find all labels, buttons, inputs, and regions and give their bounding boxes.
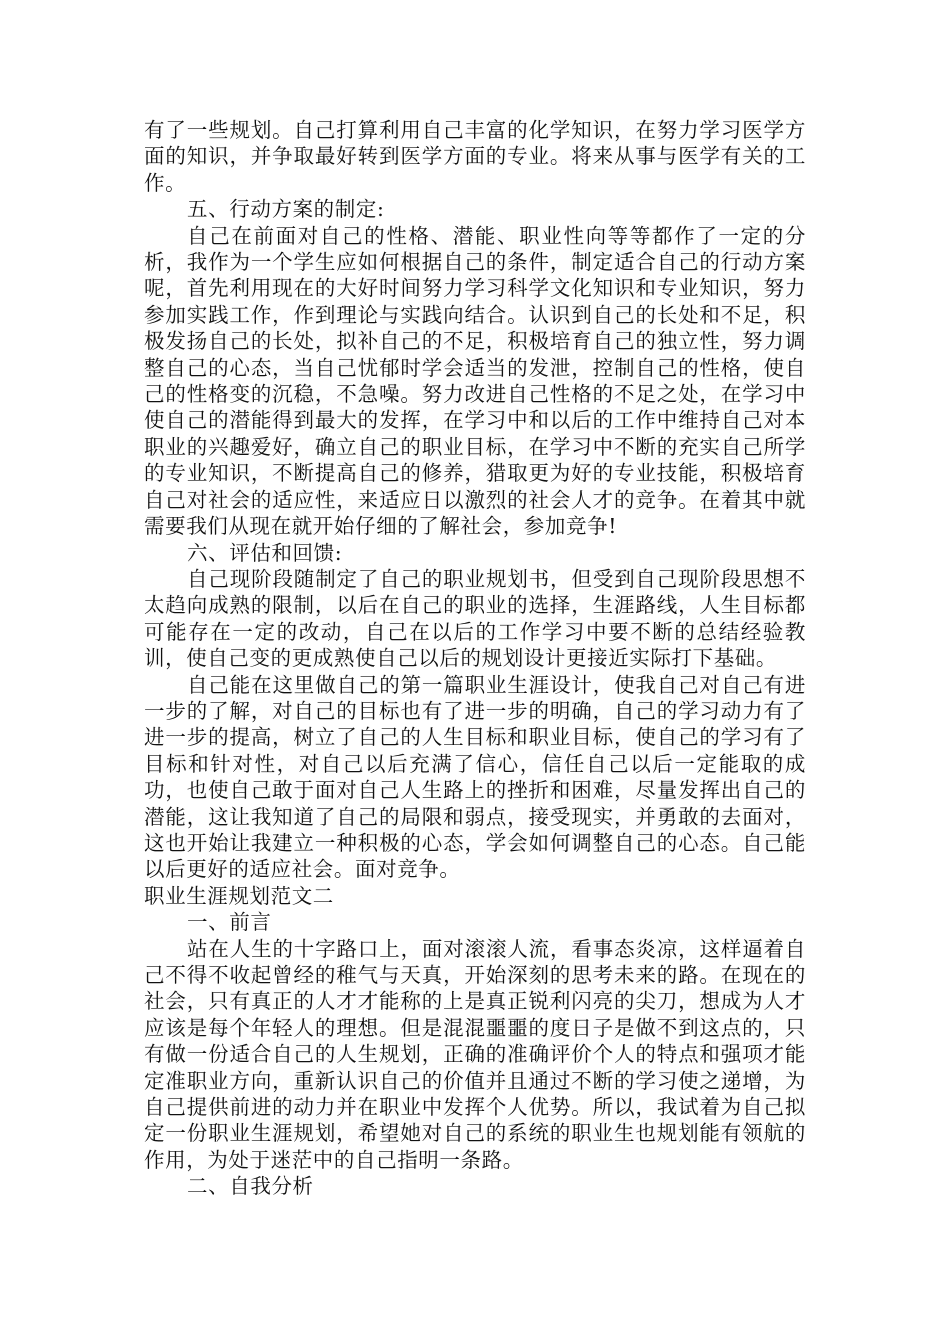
paragraph-intro-continuation: 有了一些规划。自己打算利用自己丰富的化学知识，在努力学习医学方面的知识，并争取最好转到医学方面的专业。将来从事与医学有关的工作。 <box>144 118 806 195</box>
paragraph-preface: 站在人生的十字路口上，面对滚滚人流，看事态炎凉，这样逼着自己不得不收起曾经的稚气与天真，开始深刻的思考未来的路。在现在的社会，只有真正的人才才能称的上是真正锐利闪亮的尖刀，想成为人才应该是每个年轻人的理想。但是混混噩噩的度日子是做不到这点的，只有做一份适合自己的人生规划，正确的准确评价个人的特点和强项才能定准职业方向，重新认识自己的价值并且通过不断的学习使之递增，为自己提供前进的动力并在职业中发挥个人优势。所以，我试着为自己拟定一份职业生涯规划，希望她对自己的系统的职业生也规划能有领航的作用，为处于迷茫中的自己指明一条路。 <box>144 936 806 1172</box>
paragraph-evaluation: 自己现阶段随制定了自己的职业规划书，但受到自己现阶段思想不太趋向成熟的限制，以后在自己的职业的选择，生涯路线，人生目标都可能存在一定的改动，自己在以后的工作学习中要不断的总结经验教训，使自己变的更成熟使自己以后的规划设计更接近实际打下基础。 <box>144 566 806 671</box>
heading-action-plan: 五、行动方案的制定: <box>187 197 385 222</box>
paragraph-conclusion: 自己能在这里做自己的第一篇职业生涯设计，使我自己对自己有进一步的了解，对自己的目标也有了进一步的明确，自己的学习动力有了进一步的提高，树立了自己的人生目标和职业目标，使自己的学习有了目标和针对性，对自己以后充满了信心，信任自己以后一定能取的成功，也使自己敢于面对自己人生路上的挫折和困难，尽量发挥出自己的潜能，这让我知道了自己的局限和弱点，接受现实，并勇敢的去面对，这也开始让我建立一种积极的心态，学会如何调整自己的心态。自己能以后更好的适应社会。面对竞争。 <box>144 672 806 882</box>
heading-evaluation-feedback: 六、评估和回馈: <box>187 540 343 565</box>
heading-preface: 一、前言 <box>187 910 272 935</box>
paragraph-action-plan: 自己在前面对自己的性格、潜能、职业性向等等都作了一定的分析，我作为一个学生应如何根据自己的条件，制定适合自己的行动方案呢，首先利用现在的大好时间努力学习科学文化知识和专业知识，努力参加实践工作，作到理论与实践向结合。认识到自己的长处和不足，积极发扬自己的长处，拟补自己的不足，积极培育自己的独立性，努力调整自己的心态，当自己忧郁时学会适当的发泄，控制自己的性格，使自己的性格变的沉稳，不急噪。努力改进自己性格的不足之处，在学习中使自己的潜能得到最大的发挥，在学习中和以后的工作中维持自己对本职业的兴趣爱好，确立自己的职业目标，在学习中不断的充实自己所学的专业知识，不断提高自己的修养，猎取更为好的专业技能，积极培育自己对社会的适应性，来适应日以激烈的社会人才的竞争。在着其中就需要我们从现在就开始仔细的了解社会，参加竞争! <box>144 223 806 539</box>
heading-sample-two: 职业生涯规划范文二 <box>144 883 334 908</box>
heading-self-analysis: 二、自我分析 <box>187 1174 314 1199</box>
document-page <box>144 117 806 1200</box>
